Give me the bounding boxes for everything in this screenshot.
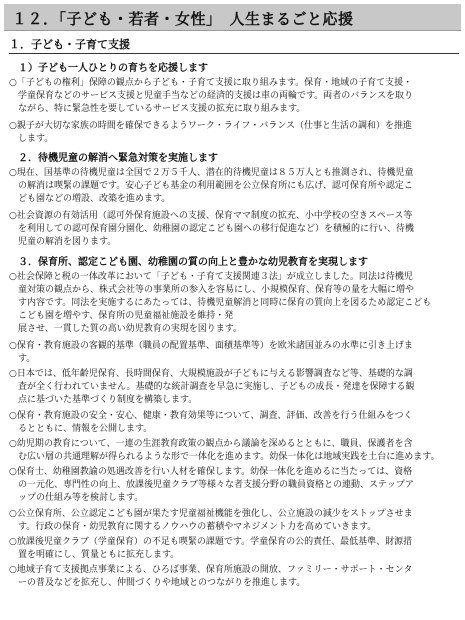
list-item: ○保育士、幼稚園教諭の処遇改善を行い人材を確保します。幼保一体化を進めるに当たっては、資格 の一元化、専門性の向上、放課後児童クラブ等様々な者支援分野の職員資格との連動、ステップア ップの仕組み等を検討します。 <box>9 467 414 503</box>
list-item: ○「子どもの権利」保障の観点から子ども・子育て支援に取り組みます。保育・地域の子育て支援・ 学童保育などのサービス支援と児童手当などの経済的支援は車の両輪です。両者のバランスを取り ながら、特に緊急性を要しているサービス支援の拡充に取り組みます。 <box>9 78 414 114</box>
list-item: ○現在、国基準の待機児童は全国で２万５千人、潜在的待機児童は８５万人とも推測され、待機児童 の解消は喫緊の課題です。安心子ども基金の利用範囲を公立保育所にも広げ、認可保育所や認定こ ども園などの増設、改築を進めます。 <box>9 168 414 204</box>
list-item: ○日本では、低年齢児保育、長時間保育、大規模施設が子どもに与える影響調査など等、基礎的な調 査が全く行われていません。基礎的な統計調査を早急に実施し、子どもの成長・発達を保障する観 点に基づいた基準づくり制度を構築します。 <box>9 369 415 405</box>
list-item: ○幼児期の教育について、一連の生涯教育政策の観点から議論を深めるとともに、職員、保護者を含 む広い層の共通理解が得られるような形で一体化を進めます。幼保一体化は地域実践を土台に進めます。 <box>9 439 440 462</box>
list-item: ○保育・教育施設の安全・安心、健康・教育効果等について、調査、評価、改善を行う仕組みをつく るとともに、情報を公開します。 <box>9 411 413 434</box>
list-item: ○地域子育て支援拠点事業による、ひろば事業、保育所施設の開放、ファミリー・サポート・センタ ーの普及などを拡充し、仲間づくりや地域とのつながりを推進します。 <box>9 565 413 588</box>
list-item: ○社会保障と税の一体改革において「子ども・子育て支援関連３法」が成立しました。同法は待機児 童対策の観点から、株式会社等の事業所の参入を容易にし、小規模保育、保育等の量を大幅に増や す内容です。同法を実施するにあたっては、待機児童解消と同時に保育の質向上を図るため認定こども こども園を増やす、保育所の児童福祉施設を維持・発 展させ、一貫した質の高い幼児教育の実現を図ります。 <box>9 272 432 334</box>
page-title: １２．「子ども・若者・女性」 人生まるごと応援 <box>12 10 354 28</box>
subsection-heading-1: １）子ども一人ひとりの育ちを応援します <box>18 63 208 74</box>
title-bar <box>4 4 461 31</box>
list-item: ○放課後児童クラブ（学童保育）の不足も喫緊の課題です。学童保育の公的責任、最低基準、財源措 置を明確にし、質量ともに拡充します。 <box>9 537 413 560</box>
list-item: ○親子が大切な家族の時間を確保できるようワーク・ライフ・バランス（仕事と生活の調和）を推進 します。 <box>9 121 413 144</box>
list-item: ○保育・教育施設の客観的基準（職員の配置基準、面積基準等）を欧米諸国並みの水準に引き上げま す。 <box>9 341 413 364</box>
list-item: ○公立保育所、公立認定こども園が果たす児童福祉機能を強化し、公立施設の減少をストップさせま す。行政の保育・幼児教育に関するノウハウの蓄積やマネジメント力を高めていきます。 <box>9 509 413 532</box>
subsection-heading-2: ２．待機児童の解消へ緊急対策を実施します <box>18 153 218 164</box>
section-rule <box>9 53 459 54</box>
section-heading-1: １．子ども・子育て支援 <box>9 38 130 51</box>
list-item: ○社会資源の有効活用（認可外保育施設への支援、保育ママ制度の拡充、小中学校の空きスペース等 を利用しての認可保育園分園化、幼稚園の認定こども園への移行促進など）を積極的に行い、待機 児童の解消を図ります。 <box>9 211 415 247</box>
subsection-heading-3: ３．保育所、認定こども園、幼稚園の質の向上と豊かな幼児教育を実現します <box>18 257 368 268</box>
